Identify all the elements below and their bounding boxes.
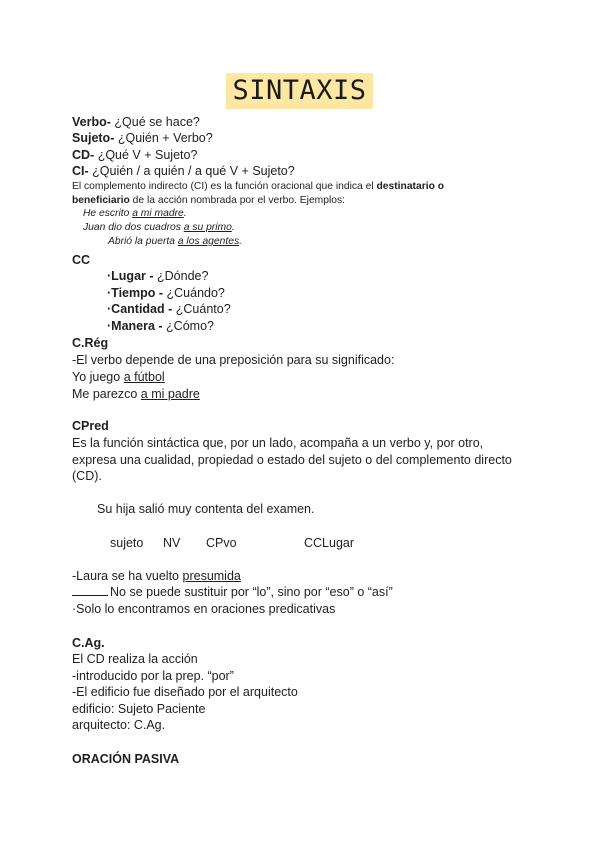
creg-heading-text: C.Rég <box>72 336 109 350</box>
ci-ex2-underlined: a su primo <box>183 222 232 233</box>
cag-heading <box>72 635 105 651</box>
verbo-term: Verbo- <box>72 115 111 129</box>
creg-example-2 <box>72 386 200 402</box>
pasiva-heading-text: ORACIÓN PASIVA <box>72 752 180 766</box>
creg-ex1-text: Yo juego <box>72 370 124 384</box>
cc-item-manera <box>107 318 214 334</box>
verbo-line <box>72 114 200 130</box>
analysis-cpvo: CPvo <box>206 536 237 550</box>
cpred-example: Su hija salió muy contenta del examen. <box>97 502 315 516</box>
cc-manera-term: ·Manera - <box>107 319 163 333</box>
cc-lugar-term: ·Lugar - <box>107 269 154 283</box>
ci-def-post: de la acción nombrada por el verbo. Ejemplos: <box>129 195 346 206</box>
cpred-note-2: ·Solo lo encontramos en oraciones predicativas <box>72 602 336 616</box>
creg-example-1 <box>72 369 165 385</box>
cc-cantidad-term: ·Cantidad - <box>107 302 173 316</box>
page-title: SINTAXIS <box>232 75 367 106</box>
cc-manera-question: ¿Cómo? <box>162 319 214 333</box>
cc-cantidad-question: ¿Cuánto? <box>172 302 231 316</box>
sujeto-line <box>72 130 213 146</box>
cag-line-1: El CD realiza la acción <box>72 652 198 666</box>
cd-term: CD- <box>72 148 95 162</box>
sujeto-term: Sujeto- <box>72 131 115 145</box>
title-highlight <box>226 73 373 109</box>
cc-tiempo-question: ¿Cuándo? <box>163 286 225 300</box>
laura-line <box>72 568 241 584</box>
creg-heading <box>72 335 108 351</box>
ci-ex1-text: He escrito <box>83 208 133 219</box>
cd-question: ¿Qué V + Sujeto? <box>94 148 198 162</box>
pasiva-heading <box>72 751 179 767</box>
cc-item-lugar <box>107 268 208 284</box>
ci-example-2 <box>83 221 235 235</box>
cc-heading <box>72 252 90 268</box>
cag-line-5: arquitecto: C.Ag. <box>72 718 166 732</box>
cc-item-tiempo <box>107 285 225 301</box>
sujeto-question: ¿Quién + Verbo? <box>114 131 213 145</box>
creg-desc: -El verbo depende de una preposición para su significado: <box>72 353 395 367</box>
cc-item-cantidad <box>107 301 231 317</box>
ci-example-1 <box>83 207 187 221</box>
ci-def-text: El complemento indirecto (CI) es la función oracional que indica el <box>72 181 377 192</box>
cag-line-3: -El edificio fue diseñado por el arquitecto <box>72 685 298 699</box>
ci-def-bold-1: destinatario o <box>376 181 445 192</box>
laura-underlined: presumida <box>182 569 241 583</box>
cpred-heading-text: CPred <box>72 419 109 433</box>
cc-lugar-question: ¿Dónde? <box>153 269 209 283</box>
ci-ex2-text: Juan dio dos cuadros <box>83 222 184 233</box>
cc-tiempo-term: ·Tiempo - <box>107 286 164 300</box>
ci-ex3-underlined: a los agentes <box>177 236 240 247</box>
creg-ex2-text: Me parezco <box>72 387 141 401</box>
ci-definition <box>72 180 532 208</box>
cag-line-4: edificio: Sujeto Paciente <box>72 702 206 716</box>
laura-text: -Laura se ha vuelto <box>72 569 183 583</box>
ci-ex2-end: . <box>231 222 235 233</box>
cd-line <box>72 147 197 163</box>
ci-ex1-end: . <box>183 208 187 219</box>
creg-ex1-underlined: a fútbol <box>123 370 165 384</box>
ci-question: ¿Quién / a quién / a qué V + Sujeto? <box>88 164 295 178</box>
ci-line <box>72 163 295 179</box>
ci-example-3 <box>108 235 242 249</box>
cpred-note-1 <box>72 584 393 600</box>
cpred-note-1-text: No se puede sustituir por “lo”, sino por “eso” o “así” <box>110 585 393 599</box>
ci-ex1-underlined: a mi madre <box>132 208 184 219</box>
verbo-question: ¿Qué se hace? <box>110 115 200 129</box>
ci-ex3-text: Abrió la puerta <box>108 236 178 247</box>
cpred-desc: Es la función sintáctica que, por un lado, acompaña a un verbo y, por otro, expresa una cualidad, propiedad o estado del sujeto o del complemento directo (CD). <box>72 436 512 483</box>
analysis-nv: NV <box>163 536 181 550</box>
cpred-heading <box>72 418 109 434</box>
cag-heading-text: C.Ag. <box>72 636 105 650</box>
creg-ex2-underlined: a mi padre <box>140 387 200 401</box>
ci-term: CI- <box>72 164 89 178</box>
analysis-cclugar: CCLugar <box>304 536 355 550</box>
ci-def-bold-2: beneficiario <box>72 195 130 206</box>
cag-line-2: -introducido por la prep. “por” <box>72 669 234 683</box>
cc-heading-text: CC <box>72 253 91 267</box>
blank-underline <box>72 585 108 596</box>
ci-ex3-end: . <box>239 236 242 247</box>
analysis-sujeto: sujeto <box>110 536 144 550</box>
